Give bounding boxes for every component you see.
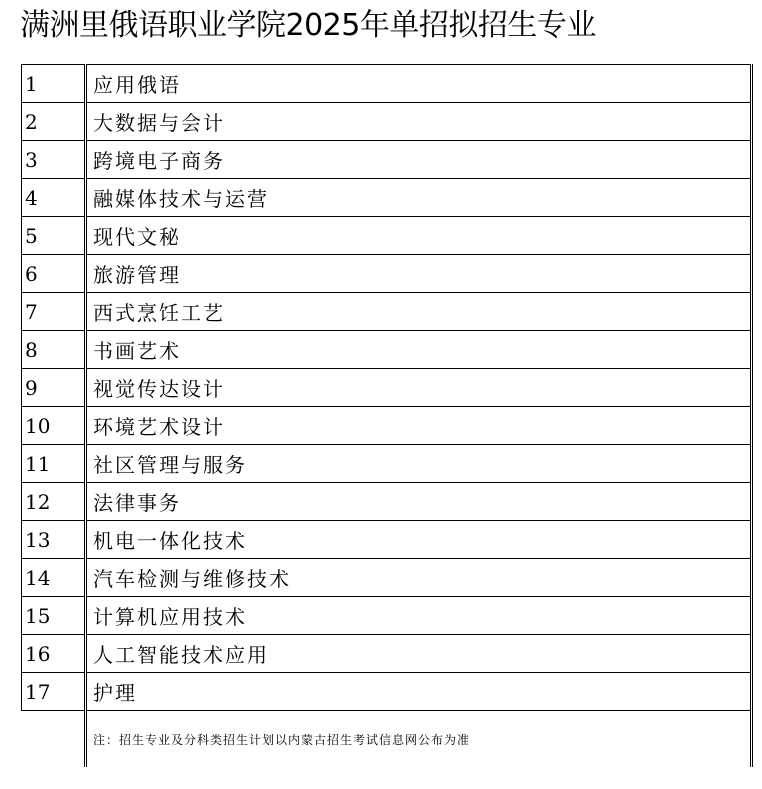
major-name: 旅游管理	[86, 255, 752, 293]
major-name: 环境艺术设计	[86, 407, 752, 445]
major-number: 14	[22, 559, 86, 597]
major-number: 4	[22, 179, 86, 217]
table-row	[22, 673, 752, 711]
table-row	[22, 635, 752, 673]
major-number: 15	[22, 597, 86, 635]
major-number: 8	[22, 331, 86, 369]
table-row	[22, 179, 752, 217]
table-row	[22, 331, 752, 369]
table-row	[22, 293, 752, 331]
major-number: 9	[22, 369, 86, 407]
note-row	[22, 711, 752, 768]
major-name: 汽车检测与维修技术	[86, 559, 752, 597]
major-name: 现代文秘	[86, 217, 752, 255]
major-name: 西式烹饪工艺	[86, 293, 752, 331]
major-name: 书画艺术	[86, 331, 752, 369]
major-number: 5	[22, 217, 86, 255]
major-number: 12	[22, 483, 86, 521]
major-name: 融媒体技术与运营	[86, 179, 752, 217]
table-row	[22, 445, 752, 483]
table-row	[22, 103, 752, 141]
table-row	[22, 521, 752, 559]
page-title: 满洲里俄语职业学院2025年单招拟招生专业	[20, 8, 596, 43]
table-row	[22, 407, 752, 445]
major-name: 护理	[86, 673, 752, 711]
major-number: 1	[22, 65, 86, 103]
table-row	[22, 483, 752, 521]
table-row	[22, 217, 752, 255]
major-number: 11	[22, 445, 86, 483]
major-number: 17	[22, 673, 86, 711]
footnote: 注：招生专业及分科类招生计划以内蒙古招生考试信息网公布为准	[86, 711, 752, 768]
table-row	[22, 559, 752, 597]
major-number: 10	[22, 407, 86, 445]
major-name: 法律事务	[86, 483, 752, 521]
major-name: 机电一体化技术	[86, 521, 752, 559]
major-name: 社区管理与服务	[86, 445, 752, 483]
table-row	[22, 255, 752, 293]
major-number: 16	[22, 635, 86, 673]
major-name: 跨境电子商务	[86, 141, 752, 179]
table-row	[22, 141, 752, 179]
major-number: 7	[22, 293, 86, 331]
majors-table	[21, 64, 753, 767]
major-name: 视觉传达设计	[86, 369, 752, 407]
majors-table-container	[21, 64, 751, 767]
table-row	[22, 369, 752, 407]
major-number: 2	[22, 103, 86, 141]
major-name: 计算机应用技术	[86, 597, 752, 635]
major-number: 6	[22, 255, 86, 293]
major-number: 3	[22, 141, 86, 179]
majors-table-body	[22, 65, 752, 768]
table-row	[22, 597, 752, 635]
major-name: 人工智能技术应用	[86, 635, 752, 673]
table-row	[22, 65, 752, 103]
major-name: 大数据与会计	[86, 103, 752, 141]
note-spacer	[22, 711, 86, 768]
major-number: 13	[22, 521, 86, 559]
major-name: 应用俄语	[86, 65, 752, 103]
